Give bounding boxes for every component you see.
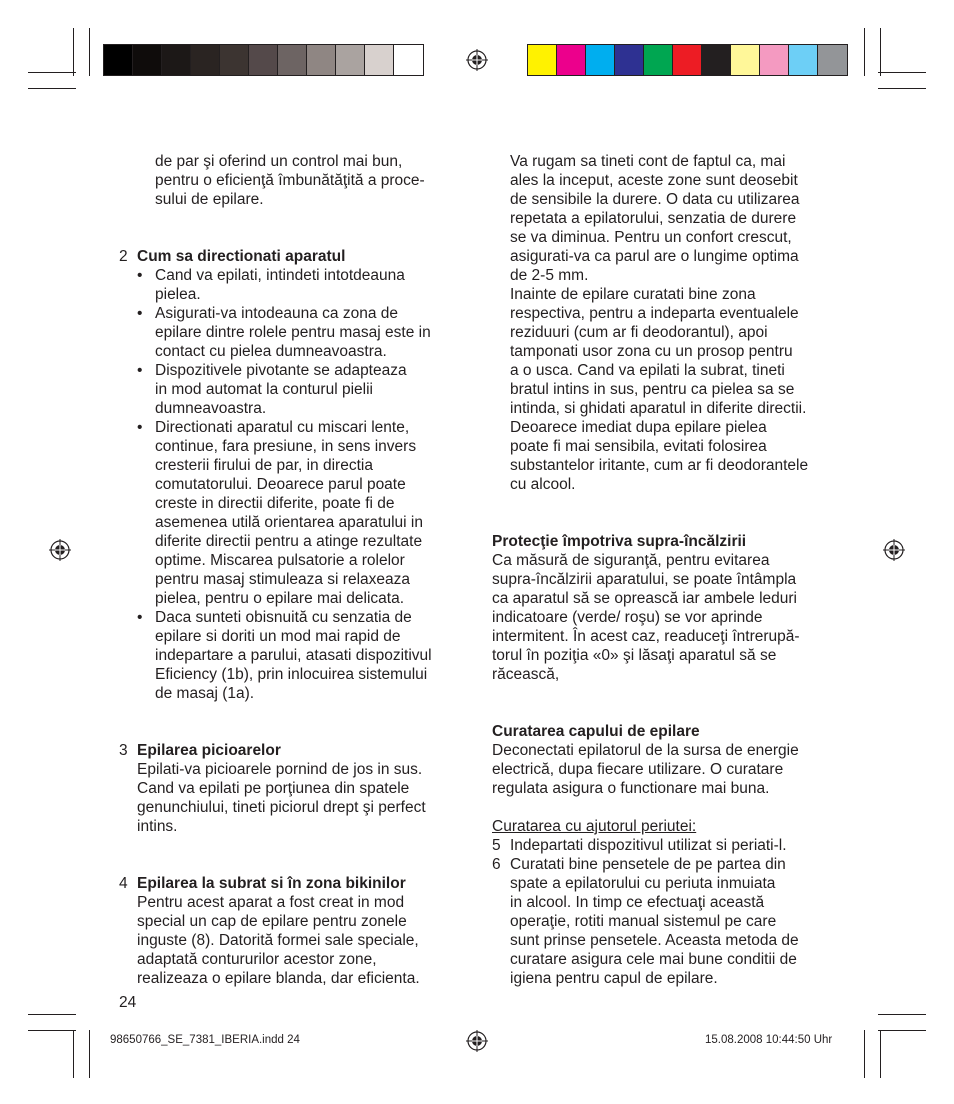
color-swatch (586, 45, 615, 75)
section-body: Epilati-va picioarele pornind de jos in sus. Cand va epilati pe porţiunea din spatele genunchiului, tineti piciorul drept şi perfect intins. (137, 761, 426, 835)
color-swatch (673, 45, 702, 75)
crop-mark (28, 72, 76, 73)
color-swatch (644, 45, 673, 75)
section-heading: Curatarea capului de epilare (492, 723, 700, 740)
section-2 (119, 247, 459, 703)
crop-mark (878, 1030, 926, 1031)
section-number: 4 (119, 875, 128, 892)
process-color-bar (527, 44, 848, 76)
color-swatch (133, 45, 162, 75)
section-3 (119, 741, 459, 836)
color-swatch (760, 45, 789, 75)
color-swatch (818, 45, 847, 75)
crop-mark (89, 1030, 90, 1078)
paragraph: Inainte de epilare curatati bine zona respectiva, pentru a indeparta eventualele reziduuri (cum ar fi deodorantul), apoi tamponati usor zona cu un prosop pentru a o usca. Cand va epilati la subrat, tineti bratul intins in sus, pentru ca pielea sa se intinda, si ghidati aparatul in diferite directii. Deoarece imediat dupa epilare pielea poate fi mai sensibila, evitati folosirea substantelor iritante, cum ar fi deodorantele cu alcool. (510, 286, 809, 493)
left-column (119, 152, 459, 1012)
color-swatch (104, 45, 133, 75)
color-swatch (307, 45, 336, 75)
color-swatch (731, 45, 760, 75)
color-swatch (789, 45, 818, 75)
color-swatch (702, 45, 731, 75)
crop-mark (880, 1030, 881, 1078)
section-heading: Cum sa directionati aparatul (137, 248, 346, 265)
crop-mark (880, 28, 881, 76)
section-number: 2 (119, 248, 128, 265)
color-swatch (220, 45, 249, 75)
color-swatch (191, 45, 220, 75)
color-swatch (394, 45, 423, 75)
subsection-heading: Curatarea cu ajutorul periutei: (492, 818, 697, 835)
bullet-item: • Asigurati-va intodeauna ca zona de epilare dintre rolele pentru masaj este in contact cu pielea dumneavoastra. (137, 304, 459, 361)
grayscale-color-bar (103, 44, 424, 76)
crop-mark (878, 88, 926, 89)
bullet-item: • Directionati aparatul cu miscari lente, continue, fara presiune, in sens invers cresterii firului de par, in directia comutatorului. Deoarece parul poate creste in directii diferite, poate fi de asemenea utilă orientarea aparatului in diferite directii pentru a atinge rezultate optime. Miscarea pulsatorie a rolelor pentru masaj stimuleaza si relaxeaza pielea, pentru o epilare mai delicata. (137, 418, 459, 608)
step-text: Curatati bine pensetele de pe partea din spate a epilatorului cu periuta inmuiata in alcool. In timp ce efectuaţi această operaţie, rotiti manual sistemul pe care sunt prinse pensetele. Aceasta metoda de curatare asigura cele mai bune conditii de igiena pentru capul de epilare. (510, 856, 799, 987)
page-number: 24 (119, 994, 137, 1011)
color-swatch (557, 45, 586, 75)
crop-mark (89, 28, 90, 76)
bullet-item: • Dispozitivele pivotante se adapteaza in mod automat la conturul pielii dumneavoastra. (137, 361, 459, 418)
color-swatch (162, 45, 191, 75)
right-column (492, 152, 842, 988)
bullet-item: • Cand va epilati, intindeti intotdeauna pielea. (137, 266, 459, 304)
registration-mark-icon (466, 1030, 488, 1052)
crop-mark (864, 1030, 865, 1078)
crop-mark (28, 1030, 76, 1031)
footer-file-info: 98650766_SE_7381_IBERIA.indd 24 (110, 1034, 300, 1046)
section-number: 3 (119, 742, 128, 759)
step-number: 5 (492, 837, 501, 854)
crop-mark (878, 1014, 926, 1015)
paragraph: Va rugam sa tineti cont de faptul ca, mai ales la inceput, aceste zone sunt deosebit de sensibile la durere. O data cu utilizarea repetata a epilatorului, senzatia de durere se va diminua. Pentru un confort crescut, asigurati-va ca parul are o lungime optima de 2-5 mm. (510, 153, 800, 284)
section-4 (119, 874, 459, 988)
section-body: Ca măsură de siguranţă, pentru evitarea supra-încălzirii aparatului, se poate întâmpla ca aparatul să se oprească iar ambele leduri indicatoare (verde/ roşu) se vor aprinde intermitent. În acest caz, readuceţi întrerupă- torul în poziţia «0» şi lăsaţi aparatul să se răcească, (492, 552, 800, 683)
color-swatch (278, 45, 307, 75)
section-heading: Epilarea la subrat si în zona bikinilor (137, 875, 406, 892)
step-item (492, 836, 842, 855)
registration-mark-icon (49, 539, 71, 561)
color-swatch (615, 45, 644, 75)
footer-datetime: 15.08.2008 10:44:50 Uhr (705, 1034, 833, 1046)
color-swatch (528, 45, 557, 75)
color-swatch (336, 45, 365, 75)
crop-mark (28, 88, 76, 89)
crop-mark (878, 72, 926, 73)
section-heading: Protecţie împotriva supra-încălzirii (492, 533, 747, 550)
section-body: Deconectati epilatorul de la sursa de energie electrică, dupa fiecare utilizare. O curatare regulata asigura o functionare mai buna. (492, 742, 799, 797)
crop-mark (28, 1014, 76, 1015)
section-heading: Epilarea picioarelor (137, 742, 281, 759)
intro-paragraph: de par şi oferind un control mai bun, pentru o eficienţă îmbunătăţită a proce- sului de epilare. (155, 153, 425, 208)
registration-mark-icon (466, 49, 488, 71)
crop-mark (73, 1030, 74, 1078)
section-body: Pentru acest aparat a fost creat in mod special un cap de epilare pentru zonele inguste (8). Datorită formei sale speciale, adaptată contururilor acestor zone, realizeaza o epilare blanda, dar eficienta. (137, 894, 420, 987)
crop-mark (73, 28, 74, 76)
registration-mark-icon (883, 539, 905, 561)
step-text: Indepartati dispozitivul utilizat si periati-l. (510, 837, 787, 854)
step-item (492, 855, 842, 988)
color-swatch (249, 45, 278, 75)
step-number: 6 (492, 856, 501, 873)
color-swatch (365, 45, 394, 75)
crop-mark (864, 28, 865, 76)
bullet-item: • Daca sunteti obisnuită cu senzatia de epilare si doriti un mod mai rapid de indepartare a parului, atasati dispozitivul Eficiency (1b), prin inlocuirea sistemului de masaj (1a). (137, 608, 459, 703)
